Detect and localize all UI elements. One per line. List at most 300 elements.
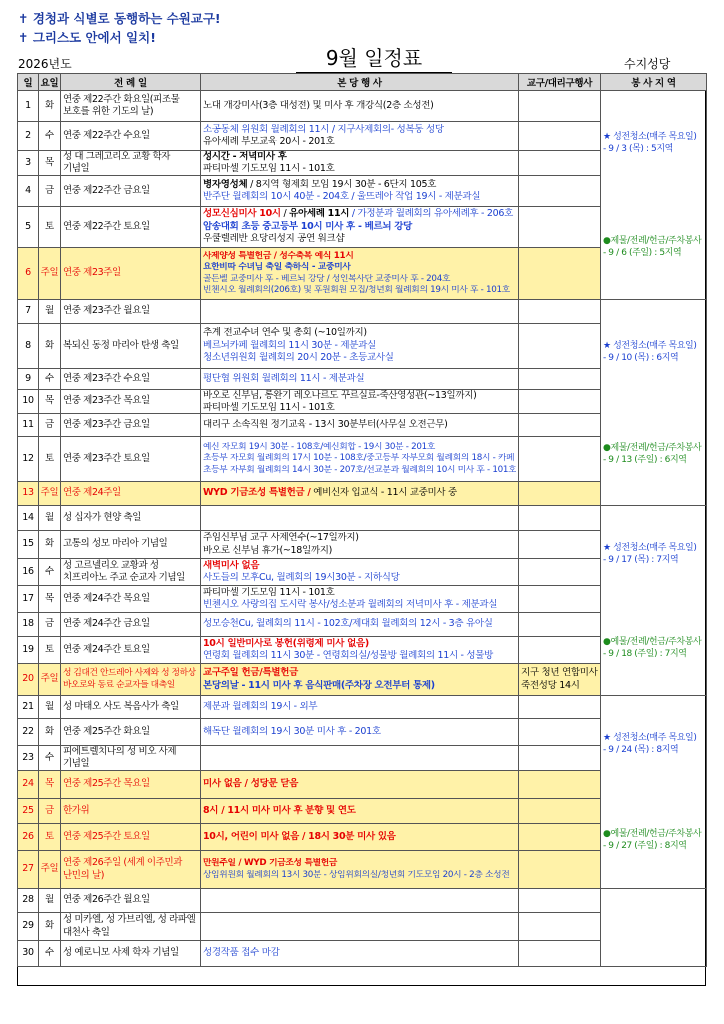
diocese-events-cell	[519, 913, 601, 941]
liturgy-cell-inner	[61, 559, 200, 585]
day-number: 30	[22, 947, 34, 959]
event-line	[203, 572, 516, 585]
cleaning-duty	[603, 340, 704, 364]
diocese-events-cell-inner	[519, 719, 600, 745]
weekday: 토	[45, 643, 54, 655]
day-number: 17	[22, 592, 34, 604]
diocese-events-cell-inner	[519, 390, 600, 413]
liturgy-cell	[61, 300, 201, 324]
weekday: 목	[45, 156, 54, 168]
parish-events-cell	[201, 719, 519, 746]
liturgy-cell-inner	[61, 719, 200, 745]
event-text: 파티마셀 기도모임 11시 - 101호	[203, 163, 335, 174]
weekday-cell	[39, 151, 61, 176]
event-text: 바오로 신부님 휴가(~18일까지)	[203, 544, 333, 556]
event-line	[203, 587, 516, 600]
parish-events-cell-inner	[201, 696, 518, 718]
diocese-events-cell-inner	[519, 506, 600, 530]
weekday: 금	[45, 618, 54, 630]
parish-events-cell-inner	[201, 913, 518, 940]
day-cell-inner	[18, 719, 38, 745]
offering-duty-date: - 9 / 27 (주일) : 8지역	[603, 840, 687, 851]
parish-events-cell-inner	[201, 176, 518, 206]
liturgy-cell	[61, 482, 201, 506]
parish-events-cell	[201, 771, 519, 799]
liturgical-day: 연중 제22주간 토요일	[63, 220, 150, 232]
weekday-cell	[39, 613, 61, 637]
event-line	[203, 191, 516, 204]
event-line	[203, 221, 516, 234]
column-header-service-area: 봉 사 지 역	[601, 74, 707, 91]
day-cell	[18, 300, 39, 324]
weekday: 월	[45, 700, 54, 712]
event-line	[203, 487, 516, 500]
liturgical-day: 연중 제24주간 금요일	[63, 618, 150, 630]
liturgy-cell-inner	[61, 913, 200, 940]
event-line	[203, 262, 516, 273]
day-number: 20	[22, 673, 34, 685]
parish-events-cell	[201, 300, 519, 324]
page-title: 9월 일정표	[296, 42, 452, 73]
liturgy-cell-inner	[61, 122, 200, 150]
event-line	[203, 870, 516, 881]
liturgy-cell-inner	[61, 176, 200, 206]
liturgy-cell	[61, 390, 201, 414]
service-area-cell	[601, 506, 707, 696]
event-line	[203, 453, 516, 464]
event-text: 대리구 소속직원 정기교육 - 13시 30분부터(사무실 오전근무)	[203, 418, 448, 430]
day-cell	[18, 414, 39, 437]
weekday-cell	[39, 771, 61, 799]
weekday-cell-inner	[39, 414, 60, 436]
diocese-events-cell-inner	[519, 300, 600, 323]
day-cell-inner	[18, 746, 38, 770]
parish-events-cell	[201, 91, 519, 122]
weekday-cell	[39, 851, 61, 889]
schedule-row	[18, 889, 707, 913]
event-text: 초등부 자부회 월례회의 14시 30분 - 207호/선교분과 월례회의 10시 미사 후 - 101호	[203, 464, 516, 475]
event-line	[203, 532, 516, 545]
liturgical-day: 연중 제26주간 월요일	[63, 894, 150, 906]
event-line	[203, 402, 516, 414]
diocese-events-cell-inner	[519, 482, 600, 505]
liturgy-cell-inner	[61, 664, 200, 695]
day-cell-inner	[18, 390, 38, 413]
day-cell-inner	[18, 664, 38, 695]
diocese-events-cell	[519, 851, 601, 889]
diocese-events-cell-inner	[519, 664, 600, 695]
offering-duty-title: ●제물/전례/헌금/주차봉사	[603, 442, 702, 453]
liturgy-cell-inner	[61, 207, 200, 247]
weekday: 목	[45, 778, 54, 790]
liturgy-cell	[61, 559, 201, 586]
day-number: 10	[22, 395, 34, 407]
weekday: 수	[45, 372, 54, 384]
event-text: 평단협 위원회 월례회의 11시 - 제분과실	[203, 372, 365, 384]
event-text: 사도들의 모후Cu, 월례회의 19시30분 - 지하식당	[203, 572, 400, 583]
service-area-inner	[601, 890, 706, 966]
diocese-events-cell-inner	[519, 91, 600, 121]
weekday-cell	[39, 176, 61, 207]
parish-events-cell-inner	[201, 851, 518, 888]
day-cell	[18, 506, 39, 531]
weekday-cell	[39, 799, 61, 824]
parish-events-cell	[201, 696, 519, 719]
weekday: 수	[45, 565, 54, 577]
diocese-events-cell	[519, 637, 601, 664]
weekday-cell-inner	[39, 207, 60, 247]
service-area-inner	[601, 507, 706, 695]
diocese-events-cell	[519, 559, 601, 586]
day-cell	[18, 941, 39, 967]
diocese-events-cell	[519, 664, 601, 696]
weekday-cell	[39, 300, 61, 324]
day-cell-inner	[18, 207, 38, 247]
liturgical-day: 성 고르넬리오 교황과 성 치프리아노 주교 순교자 기념일	[63, 559, 185, 583]
day-cell-inner	[18, 300, 38, 323]
weekday-cell-inner	[39, 531, 60, 558]
event-line	[203, 667, 516, 680]
weekday-cell-inner	[39, 176, 60, 206]
diocese-events-cell	[519, 324, 601, 369]
weekday-cell-inner	[39, 719, 60, 745]
weekday-cell	[39, 559, 61, 586]
liturgy-cell-inner	[61, 91, 200, 121]
parish-events-cell-inner	[201, 414, 518, 436]
weekday-cell-inner	[39, 559, 60, 585]
day-cell	[18, 91, 39, 122]
day-cell-inner	[18, 586, 38, 612]
cleaning-duty-title: ★ 성전청소(매주 목요일)	[603, 542, 697, 553]
liturgical-day: 연중 제25주간 화요일	[63, 725, 150, 737]
event-text: 제분과 월례회의 19시 - 외부	[203, 700, 318, 712]
liturgy-cell	[61, 506, 201, 531]
parish-events-cell	[201, 586, 519, 613]
diocese-events-cell	[519, 414, 601, 437]
day-cell-inner	[18, 248, 38, 299]
event-text: 요한비따 수녀님 축일 축하식 - 교중미사	[203, 262, 351, 273]
diocese-events-cell	[519, 799, 601, 824]
diocese-events-cell-inner	[519, 531, 600, 558]
parish-events-cell	[201, 414, 519, 437]
event-line	[203, 650, 516, 663]
event-line	[203, 545, 516, 558]
event-line	[203, 136, 516, 149]
cleaning-duty-date: - 9 / 10 (목) : 6지역	[603, 352, 679, 363]
day-cell	[18, 771, 39, 799]
weekday-cell-inner	[39, 913, 60, 940]
diocese-event: 죽전성당 14시	[521, 679, 580, 691]
event-text: 주임신부님 교구 사제연수(~17일까지)	[203, 532, 359, 543]
diocese-events-cell-inner	[519, 369, 600, 389]
schedule-row	[18, 91, 707, 122]
day-number: 5	[25, 220, 31, 232]
liturgical-day: 연중 제25주간 목요일	[63, 778, 150, 790]
weekday-cell	[39, 889, 61, 913]
event-text: 추계 전교수녀 연수 및 총회 (~10일까지)	[203, 327, 367, 339]
parish-events-cell	[201, 637, 519, 664]
weekday-cell-inner	[39, 151, 60, 175]
event-text: 성시간 - 저녁미사 후	[203, 151, 287, 162]
diocese-events-cell	[519, 91, 601, 122]
service-area-inner	[601, 697, 706, 888]
parish-events-cell	[201, 559, 519, 586]
weekday-cell	[39, 369, 61, 390]
liturgical-day: 성 예로니모 사제 학자 기념일	[63, 947, 179, 959]
motto-line-1: ✝ 경청과 식별로 동행하는 수원교구!	[18, 11, 221, 26]
event-text: 골든벨 교중미사 후 - 베르뇌 강당 / 성인복사단 교중미사 후 - 204호	[203, 273, 451, 284]
weekday-cell-inner	[39, 248, 60, 299]
weekday-cell-inner	[39, 122, 60, 150]
weekday: 금	[45, 184, 54, 196]
day-cell-inner	[18, 771, 38, 798]
cleaning-duty-title: ★ 성전청소(매주 목요일)	[603, 132, 697, 143]
service-area-inner	[601, 301, 706, 505]
event-text: 8시 / 11시 미사 미사 후 분향 및 연도	[203, 804, 356, 816]
liturgical-day: 연중 제26주일 (세계 이주민과 난민의 날)	[63, 857, 183, 881]
liturgical-day: 성 대 그레고리오 교황 학자 기념일	[63, 151, 171, 174]
weekday: 수	[45, 129, 54, 141]
parish-events-cell-inner	[201, 799, 518, 823]
liturgical-day: 한가위	[63, 804, 90, 816]
day-cell-inner	[18, 176, 38, 206]
weekday-cell	[39, 506, 61, 531]
table-header-row	[18, 74, 707, 91]
liturgy-cell	[61, 824, 201, 851]
event-text: 초등부 자모회 월례회의 17시 10분 - 108호/중고등부 자부모회 월례회의 18시 - 카페	[203, 453, 515, 464]
event-line	[203, 947, 516, 960]
weekday: 토	[45, 220, 54, 232]
liturgy-cell-inner	[61, 746, 200, 770]
diocese-events-cell-inner	[519, 248, 600, 299]
liturgical-day: 연중 제22주간 수요일	[63, 129, 150, 141]
event-line	[203, 179, 516, 192]
weekday-cell	[39, 696, 61, 719]
event-text: 노대 개강미사(3층 대성전) 및 미사 후 개강식(2층 소성전)	[203, 99, 434, 111]
day-cell-inner	[18, 506, 38, 530]
day-number: 7	[25, 305, 31, 317]
diocese-events-cell-inner	[519, 913, 600, 940]
event-line	[203, 163, 516, 175]
column-header-parish-events: 본 당 행 사	[201, 74, 519, 91]
diocese-events-cell-inner	[519, 637, 600, 663]
liturgy-cell	[61, 851, 201, 889]
liturgy-cell	[61, 176, 201, 207]
weekday: 화	[45, 339, 54, 351]
weekday: 월	[45, 511, 54, 523]
day-cell-inner	[18, 941, 38, 966]
liturgy-cell-inner	[61, 771, 200, 798]
day-cell-inner	[18, 696, 38, 718]
day-cell-inner	[18, 414, 38, 436]
parish-events-cell	[201, 941, 519, 967]
day-cell-inner	[18, 851, 38, 888]
liturgy-cell	[61, 369, 201, 390]
parish-events-cell	[201, 122, 519, 151]
event-text: 예신 자모회 19시 30분 - 108호/예신회합 - 19시 30분 - 201호	[203, 441, 436, 452]
offering-duty	[603, 442, 704, 466]
liturgy-cell-inner	[61, 851, 200, 888]
day-cell	[18, 799, 39, 824]
event-text: 성모승천Cu, 월례회의 11시 - 102호/제대회 월례회의 12시 - 3층 유아실	[203, 618, 493, 630]
liturgy-cell-inner	[61, 531, 200, 558]
parish-events-cell-inner	[201, 151, 518, 175]
schedule-row	[18, 696, 707, 719]
parish-events-cell-inner	[201, 719, 518, 745]
liturgical-day: 연중 제23주간 월요일	[63, 305, 150, 317]
event-line	[203, 778, 516, 791]
weekday-cell	[39, 122, 61, 151]
weekday-cell-inner	[39, 300, 60, 323]
diocese-events-cell	[519, 824, 601, 851]
event-line	[203, 680, 516, 693]
event-text: 사제양성 특별헌금 / 성수축복 예식 11시	[203, 250, 354, 261]
diocese-events-cell-inner	[519, 176, 600, 206]
liturgy-cell	[61, 613, 201, 637]
weekday-cell	[39, 207, 61, 248]
weekday: 금	[45, 418, 54, 430]
parish-events-cell-inner	[201, 771, 518, 798]
liturgical-day: 연중 제23주간 목요일	[63, 395, 150, 407]
parish-events-cell-inner	[201, 482, 518, 505]
weekday-cell	[39, 746, 61, 771]
diocese-events-cell-inner	[519, 122, 600, 150]
weekday-cell	[39, 664, 61, 696]
event-line	[203, 805, 516, 818]
parish-events-cell	[201, 437, 519, 482]
day-number: 11	[22, 418, 34, 430]
weekday: 수	[45, 751, 54, 763]
day-number: 2	[25, 129, 31, 141]
day-number: 6	[25, 267, 31, 279]
day-cell	[18, 824, 39, 851]
day-cell-inner	[18, 637, 38, 663]
event-text: 10시 일반미사로 봉헌(위령제 미사 없음)	[203, 637, 369, 649]
parish-events-cell	[201, 390, 519, 414]
liturgical-day: 성 김대건 안드레아 사제와 성 정하상 바오로와 동료 순교자들 대축일	[63, 668, 196, 690]
parish-events-cell-inner	[201, 324, 518, 368]
day-cell	[18, 637, 39, 664]
event-line	[203, 124, 516, 137]
offering-duty-title: ●예물/전례/헌금/주차봉사	[603, 636, 702, 647]
cleaning-duty	[603, 732, 704, 756]
weekday-cell-inner	[39, 437, 60, 481]
day-number: 24	[22, 778, 34, 790]
offering-duty-date: - 9 / 13 (주일) : 6지역	[603, 454, 687, 465]
service-area-cell	[601, 300, 707, 506]
weekday: 주일	[40, 863, 59, 875]
event-line	[203, 274, 516, 285]
cleaning-duty-date: - 9 / 17 (목) : 7지역	[603, 554, 679, 565]
event-text: 우쿨렐레반 요당리성지 공연 워크샵	[203, 233, 345, 245]
day-cell	[18, 437, 39, 482]
weekday: 토	[45, 830, 54, 842]
event-line	[203, 233, 516, 246]
diocese-events-cell-inner	[519, 414, 600, 436]
liturgy-cell	[61, 531, 201, 559]
weekday-cell	[39, 248, 61, 300]
event-text: 상임위원회 월례회의 13시 30분 - 상임위회의실/청년회 기도모임 20시 - 2층 소성전	[203, 869, 510, 880]
liturgy-cell-inner	[61, 506, 200, 530]
weekday: 월	[45, 305, 54, 317]
liturgy-cell	[61, 151, 201, 176]
day-cell-inner	[18, 369, 38, 389]
event-line	[203, 352, 516, 365]
weekday-cell-inner	[39, 771, 60, 798]
day-number: 21	[22, 700, 34, 712]
day-cell-inner	[18, 91, 38, 121]
day-cell	[18, 664, 39, 696]
parish-events-cell-inner	[201, 586, 518, 612]
liturgy-cell	[61, 414, 201, 437]
column-header-day: 일	[18, 74, 39, 91]
liturgical-day: 연중 제24주일	[63, 487, 121, 499]
event-text: / 8지역 형제회 모임 19시 30분 - 6단지 105호	[247, 178, 437, 190]
liturgy-cell-inner	[61, 414, 200, 436]
cleaning-duty-date: - 9 / 3 (목) : 5지역	[603, 144, 673, 155]
liturgy-cell-inner	[61, 151, 200, 175]
offering-duty	[603, 636, 704, 660]
day-cell-inner	[18, 151, 38, 175]
day-cell	[18, 531, 39, 559]
event-text: 연령회 월례회의 11시 30분 - 연령회의실/성물방 월례회의 11시 - 성물방	[203, 650, 494, 661]
diocese-events-cell-inner	[519, 696, 600, 718]
diocese-events-cell	[519, 390, 601, 414]
liturgical-day: 연중 제23주간 수요일	[63, 372, 150, 384]
day-number: 14	[22, 511, 34, 523]
liturgy-cell-inner	[61, 824, 200, 850]
liturgy-cell-inner	[61, 637, 200, 663]
liturgy-cell-inner	[61, 300, 200, 323]
liturgical-day: 성 십자가 현양 축일	[63, 511, 142, 523]
offering-duty-title: ●제물/전례/헌금/주차봉사	[603, 235, 702, 246]
weekday: 월	[45, 894, 54, 906]
day-number: 26	[22, 830, 34, 842]
weekday-cell-inner	[39, 637, 60, 663]
event-text: 병자영성체	[203, 178, 248, 190]
parish-events-cell-inner	[201, 824, 518, 850]
weekday-cell	[39, 824, 61, 851]
weekday-cell-inner	[39, 696, 60, 718]
event-text: 미사 없음 / 성당문 닫음	[203, 778, 299, 790]
parish-events-cell	[201, 913, 519, 941]
event-text: 해독단 월례회의 19시 30분 미사 후 - 201호	[203, 725, 381, 737]
schedule-table	[17, 73, 707, 967]
event-text: 성경작품 접수 마감	[203, 947, 280, 959]
diocese-events-cell	[519, 369, 601, 390]
weekday: 수	[45, 947, 54, 959]
weekday-cell-inner	[39, 91, 60, 121]
weekday-cell	[39, 482, 61, 506]
offering-duty-title: ●예물/전례/헌금/주차봉사	[603, 828, 702, 839]
parish-events-cell	[201, 248, 519, 300]
weekday: 주일	[40, 673, 59, 685]
liturgy-cell-inner	[61, 586, 200, 612]
liturgical-day: 연중 제23주간 금요일	[63, 418, 150, 430]
liturgy-cell-inner	[61, 613, 200, 636]
day-cell	[18, 851, 39, 889]
schedule-row	[18, 506, 707, 531]
event-text: 베르뇌카페 월례회의 11시 30분 - 제분과실	[203, 339, 376, 351]
column-header-diocese-events: 교구/대리구행사	[519, 74, 601, 91]
diocese-events-cell-inner	[519, 824, 600, 850]
event-line	[203, 560, 516, 573]
event-text: 파티마셀 기도모임 11시 - 101호	[203, 586, 335, 598]
liturgy-cell	[61, 586, 201, 613]
liturgy-cell	[61, 664, 201, 696]
cleaning-duty-title: ★ 성전청소(매주 목요일)	[603, 340, 697, 351]
weekday: 목	[45, 395, 54, 407]
